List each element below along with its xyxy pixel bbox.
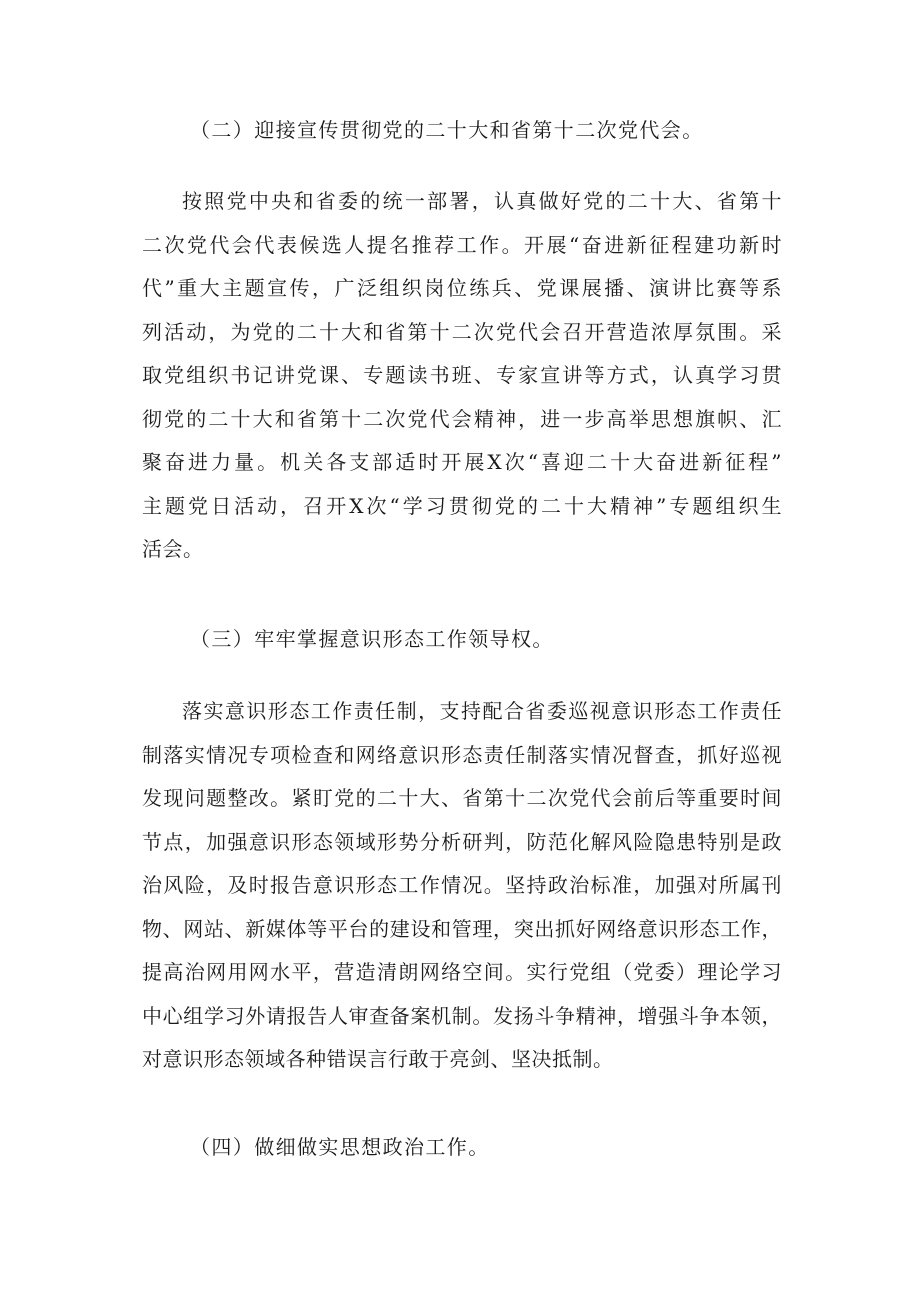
paragraph-line: 发现问题整改。紧盯党的二十大、省第十二次党代会前后等重要时间	[142, 786, 782, 810]
paragraph-line: 二次党代会代表候选人提名推荐工作。开展“奋进新征程建功新时	[142, 232, 782, 257]
paragraph-line: 活会。	[142, 537, 204, 561]
paragraph-line: 物、网站、新媒体等平台的建设和管理，突出抓好网络意识形态工作，	[142, 916, 782, 941]
paragraph-line: 彻党的二十大和省第十二次党代会精神，进一步高举思想旗帜、汇	[142, 406, 782, 431]
paragraph-line: 制落实情况专项检查和网络意识形态责任制落实情况督查，抓好巡视	[142, 742, 782, 767]
paragraph-line: 节点，加强意识形态领域形势分析研判，防范化解风险隐患特别是政	[142, 829, 782, 854]
paragraph-line: 中心组学习外请报告人审查备案机制。发扬斗争精神，增强斗争本领，	[142, 1003, 782, 1028]
paragraph-line: 主题党日活动，召开X次“学习贯彻党的二十大精神”专题组织生	[142, 493, 782, 518]
section-heading-2: （二）迎接宣传贯彻党的二十大和省第十二次党代会。	[190, 118, 704, 142]
paragraph-election-publicity	[142, 180, 782, 572]
section-heading-4: （四）做细做实思想政治工作。	[190, 1135, 490, 1159]
paragraph-line: 聚奋进力量。机关各支部适时开展X次“喜迎二十大奋进新征程”	[142, 450, 782, 474]
paragraph-ideology-work	[142, 690, 782, 1082]
paragraph-line: 提高治网用网水平，营造清朗网络空间。实行党组（党委）理论学习	[142, 960, 782, 984]
paragraph-line: 治风险，及时报告意识形态工作情况。坚持政治标准，加强对所属刊	[142, 873, 782, 897]
section-heading-3: （三）牢牢掌握意识形态工作领导权。	[190, 627, 554, 651]
paragraph-line: 列活动，为党的二十大和省第十二次党代会召开营造浓厚氛围。采	[142, 319, 782, 344]
paragraph-line: 代”重大主题宣传，广泛组织岗位练兵、党课展播、演讲比赛等系	[142, 276, 782, 300]
paragraph-line: 对意识形态领域各种错误言行敢于亮剑、坚决抵制。	[142, 1047, 614, 1071]
paragraph-line: 按照党中央和省委的统一部署，认真做好党的二十大、省第十	[182, 189, 782, 213]
paragraph-line: 取党组织书记讲党课、专题读书班、专家宣讲等方式，认真学习贯	[142, 363, 782, 387]
paragraph-line: 落实意识形态工作责任制，支持配合省委巡视意识形态工作责任	[182, 699, 782, 723]
